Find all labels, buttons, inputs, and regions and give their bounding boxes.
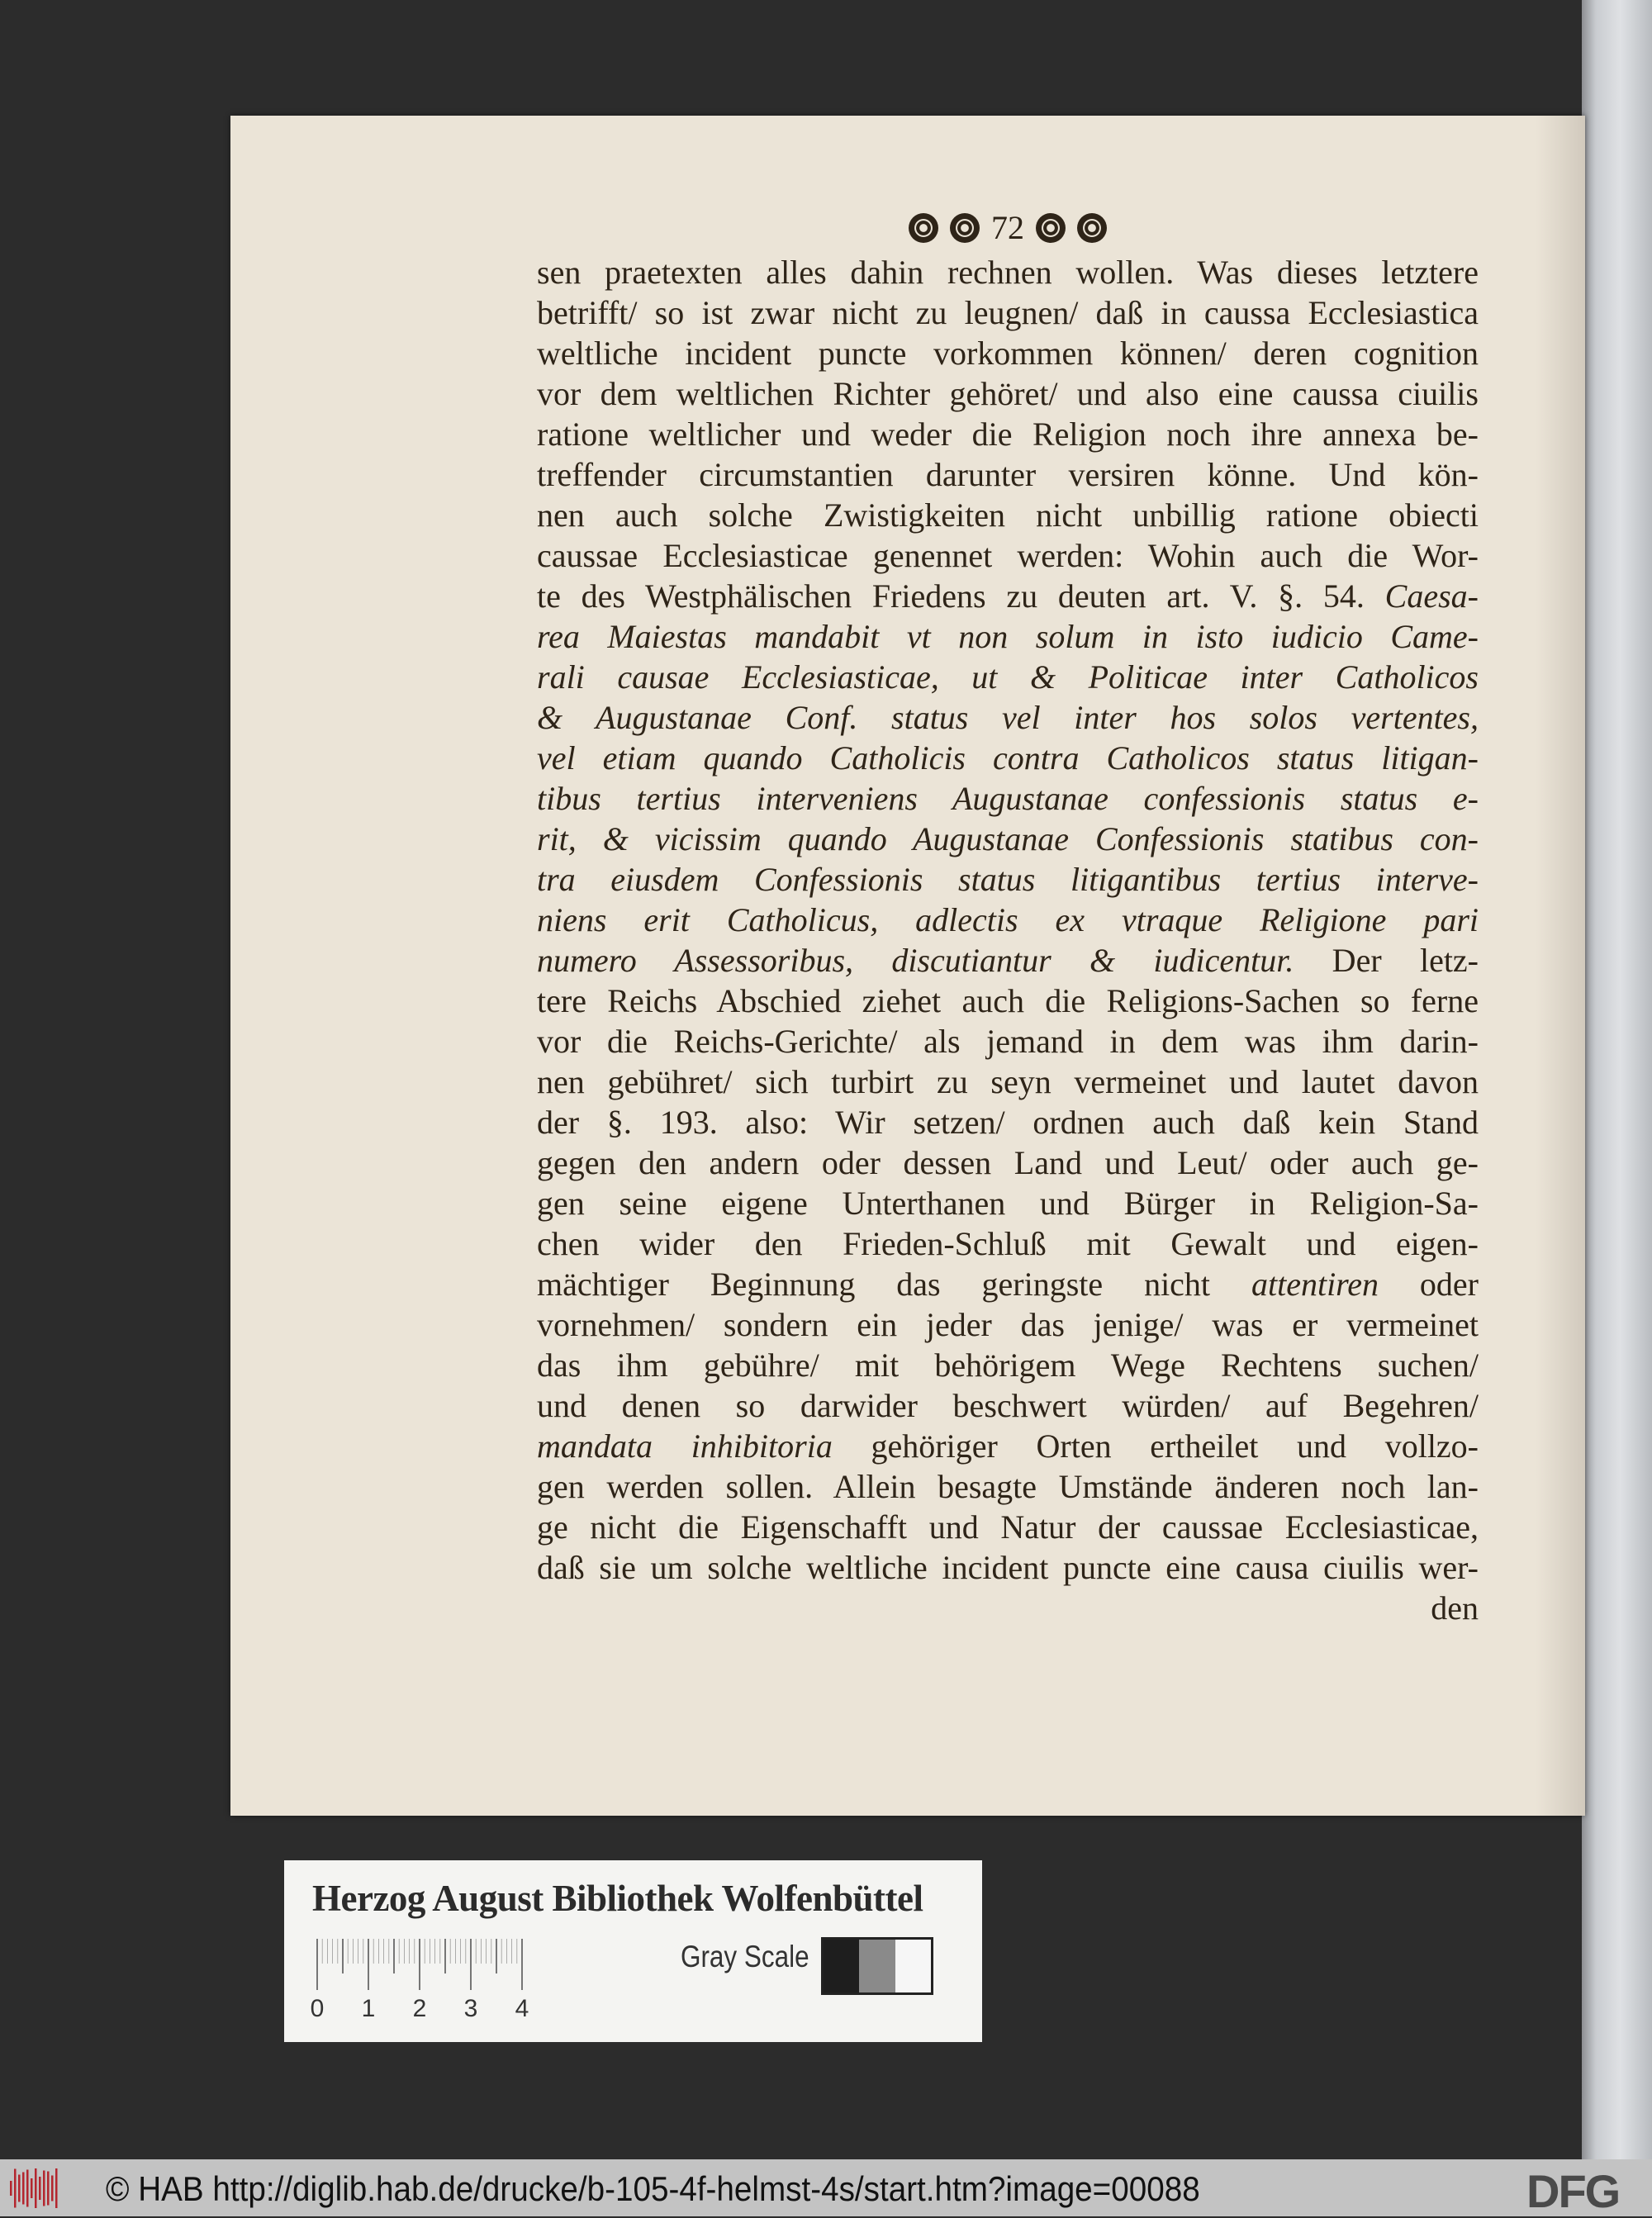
italic-text-segment: rit, & vicissim quando Augustanae Confessionis statibus con- xyxy=(537,820,1479,857)
text-line xyxy=(537,1062,1479,1102)
text-segment: gen werden sollen. Allein besagte Umstände änderen noch lan- xyxy=(537,1468,1479,1505)
italic-text-segment: rea Maiestas mandabit vt non solum in isto iudicio Came- xyxy=(537,618,1479,655)
text-segment: weltliche incident puncte vorkommen können/ deren cognition xyxy=(537,335,1479,372)
logo-bar xyxy=(14,2169,17,2208)
text-line xyxy=(537,1304,1479,1345)
ruler-tick-label: 0 xyxy=(310,1995,325,2022)
text-line xyxy=(537,1426,1479,1466)
ruler-tick-label: 1 xyxy=(361,1995,376,2022)
gray-scale-patch xyxy=(824,1940,859,1992)
italic-text-segment: tra eiusdem Confessionis status litigantibus tertius interve- xyxy=(537,861,1479,898)
text-line xyxy=(537,819,1479,859)
text-segment: vor die Reichs-Gerichte/ als jemand in dem was ihm darin- xyxy=(537,1023,1479,1060)
text-line xyxy=(537,252,1479,292)
italic-text-segment: numero Assessoribus, discutiantur & iudicentur. xyxy=(537,942,1294,979)
logo-bar xyxy=(51,2176,54,2201)
ornament-icon xyxy=(909,213,938,243)
text-line xyxy=(537,495,1479,535)
text-line xyxy=(537,697,1479,738)
text-line xyxy=(537,1021,1479,1062)
text-line xyxy=(537,1264,1479,1304)
text-segment: das ihm gebühre/ mit behörigem Wege Rechtens suchen/ xyxy=(537,1346,1479,1384)
text-segment: oder xyxy=(1379,1266,1479,1303)
ruler-tick-label: 3 xyxy=(463,1995,478,2022)
text-line xyxy=(537,454,1479,495)
text-line xyxy=(537,1466,1479,1507)
text-segment: mächtiger Beginnung das geringste nicht xyxy=(537,1266,1251,1303)
text-segment: gehöriger Orten ertheilet und vollzo- xyxy=(832,1427,1479,1465)
text-line xyxy=(537,1588,1479,1628)
italic-text-segment: Caesa- xyxy=(1384,577,1479,615)
text-line xyxy=(537,414,1479,454)
logo-bar xyxy=(26,2170,29,2207)
page-text xyxy=(537,252,1479,1628)
text-segment: nen auch solche Zwistigkeiten nicht unbillig ratione obiecti xyxy=(537,496,1479,534)
dfg-logo: DFG xyxy=(1526,2165,1620,2217)
text-line xyxy=(537,738,1479,778)
text-line xyxy=(537,535,1479,576)
text-segment: treffender circumstantien darunter versiren könne. Und kön- xyxy=(537,456,1479,493)
text-segment: chen wider den Frieden-Schluß mit Gewalt und eigen- xyxy=(537,1225,1479,1262)
logo-bar xyxy=(43,2171,45,2206)
text-line xyxy=(537,657,1479,697)
text-segment: gegen den andern oder dessen Land und Leut/ oder auch ge- xyxy=(537,1144,1479,1181)
text-line xyxy=(537,1345,1479,1385)
text-line xyxy=(537,859,1479,900)
logo-bar xyxy=(22,2173,25,2205)
text-line xyxy=(537,333,1479,373)
italic-text-segment: tibus tertius interveniens Augustanae confessionis status e- xyxy=(537,780,1479,817)
ruler-scale xyxy=(310,1937,529,2022)
background-edge xyxy=(1582,0,1652,2159)
text-line xyxy=(537,778,1479,819)
text-segment: den xyxy=(1431,1589,1479,1627)
text-line xyxy=(537,576,1479,616)
text-segment: nen gebühret/ sich turbirt zu seyn vermeinet und lautet davon xyxy=(537,1063,1479,1100)
gray-scale-label: Gray Scale xyxy=(681,1940,809,1973)
ornament-icon xyxy=(950,213,980,243)
text-line xyxy=(537,292,1479,333)
ornament-icon xyxy=(1036,213,1066,243)
gray-scale-swatch xyxy=(821,1937,933,1995)
text-segment: gen seine eigene Unterthanen und Bürger in Religion-Sa- xyxy=(537,1185,1479,1222)
logo-bar xyxy=(10,2181,12,2196)
text-line xyxy=(537,1385,1479,1426)
gray-scale-patch xyxy=(859,1940,895,1992)
copyright-url[interactable]: © HAB http://diglib.hab.de/drucke/b-105-4f-helmst-4s/start.htm?image=00088 xyxy=(106,2169,1200,2208)
italic-text-segment: mandata inhibitoria xyxy=(537,1427,833,1465)
gray-scale-patch xyxy=(895,1940,931,1992)
text-segment: ge nicht die Eigenschafft und Natur der caussae Ecclesiasticae, xyxy=(537,1508,1479,1546)
logo-bar xyxy=(18,2175,21,2202)
logo-bar xyxy=(31,2178,33,2198)
text-segment: vor dem weltlichen Richter gehöret/ und also eine caussa ciuilis xyxy=(537,375,1479,412)
text-segment: tere Reichs Abschied ziehet auch die Religions-Sachen so ferne xyxy=(537,982,1479,1019)
ruler-tick-label: 4 xyxy=(515,1995,529,2022)
text-segment: der §. 193. also: Wir setzen/ ordnen auch daß kein Stand xyxy=(537,1104,1479,1141)
text-line xyxy=(537,1142,1479,1183)
hab-logo-icon xyxy=(7,2168,63,2209)
text-line xyxy=(537,981,1479,1021)
logo-bar xyxy=(47,2172,50,2206)
text-segment: Der letz- xyxy=(1294,942,1479,979)
text-line xyxy=(537,1102,1479,1142)
italic-text-segment: attentiren xyxy=(1251,1266,1379,1303)
library-name: Herzog August Bibliothek Wolfenbüttel xyxy=(312,1878,923,1919)
page-gutter xyxy=(1536,116,1585,1816)
text-line xyxy=(537,616,1479,657)
text-line xyxy=(537,940,1479,981)
italic-text-segment: niens erit Catholicus, adlectis ex vtraque Religione pari xyxy=(537,901,1479,938)
text-line xyxy=(537,1507,1479,1547)
text-segment: vornehmen/ sondern ein jeder das jenige/ was er vermeinet xyxy=(537,1306,1479,1343)
italic-text-segment: rali causae Ecclesiasticae, ut & Politicae inter Catholicos xyxy=(537,658,1479,696)
text-line xyxy=(537,1223,1479,1264)
text-line xyxy=(537,373,1479,414)
text-segment: und denen so darwider beschwert würden/ auf Begehren/ xyxy=(537,1387,1479,1424)
text-segment: caussae Ecclesiasticae genennet werden: Wohin auch die Wor- xyxy=(537,537,1479,574)
text-segment: sen praetexten alles dahin rechnen wollen. Was dieses letztere xyxy=(537,254,1479,291)
text-segment: te des Westphälischen Friedens zu deuten art. V. §. 54. xyxy=(537,577,1385,615)
logo-bar xyxy=(55,2168,58,2208)
text-line xyxy=(537,1183,1479,1223)
italic-text-segment: & Augustanae Conf. status vel inter hos solos vertentes, xyxy=(537,699,1479,736)
page-header xyxy=(876,208,1140,247)
footer-bar xyxy=(0,2159,1652,2216)
text-segment: ratione weltlicher und weder die Religion noch ihre annexa be- xyxy=(537,416,1479,453)
text-segment: betrifft/ so ist zwar nicht zu leugnen/ daß in caussa Ecclesiastica xyxy=(537,294,1479,331)
ornament-icon xyxy=(1077,213,1107,243)
ruler-tick-label: 2 xyxy=(412,1995,427,2022)
text-segment: daß sie um solche weltliche incident puncte eine causa ciuilis wer- xyxy=(537,1549,1479,1586)
logo-bar xyxy=(35,2168,37,2208)
text-line xyxy=(537,1547,1479,1588)
logo-bar xyxy=(39,2177,41,2200)
page-number: 72 xyxy=(991,209,1024,246)
text-line xyxy=(537,900,1479,940)
library-label xyxy=(284,1860,982,2042)
italic-text-segment: vel etiam quando Catholicis contra Catholicos status litigan- xyxy=(537,739,1479,777)
